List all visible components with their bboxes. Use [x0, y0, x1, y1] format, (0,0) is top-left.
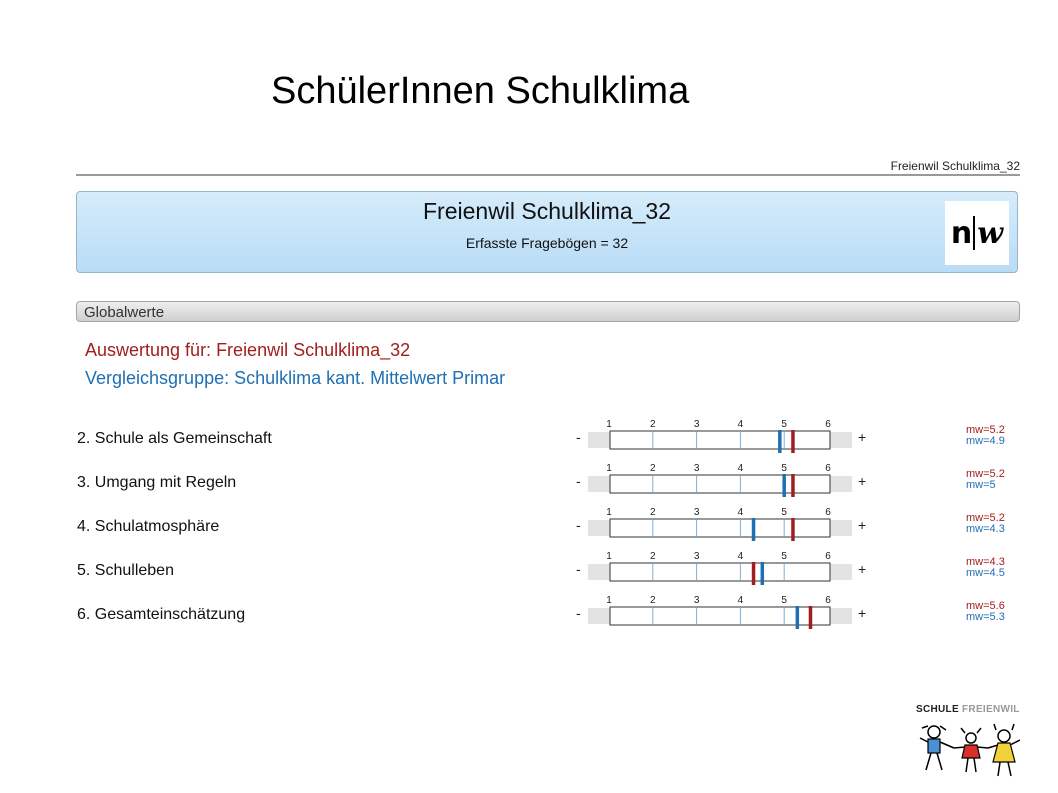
scale-bar	[610, 519, 830, 537]
tick-label: 1	[606, 463, 612, 474]
rating-row	[0, 504, 1058, 544]
section-label: Globalwerte	[84, 304, 165, 321]
tick-label: 1	[606, 507, 612, 518]
school-logo-label	[916, 704, 1020, 715]
tick-label: 5	[781, 419, 787, 430]
scale-track	[588, 608, 852, 624]
mean-own-label: mw=4.3	[966, 556, 1005, 568]
tick-label: 4	[737, 419, 744, 430]
mean-compare-label: mw=5.3	[966, 611, 1005, 623]
logo-divider	[973, 216, 975, 250]
tick-label: 3	[693, 419, 700, 430]
tick-label: 4	[737, 551, 744, 562]
legend-own: Auswertung für: Freienwil Schulklima_32	[85, 340, 411, 360]
legend-compare: Vergleichsgruppe: Schulklima kant. Mittelwert Primar	[85, 368, 506, 388]
scale-track	[588, 476, 852, 492]
tick-label: 4	[737, 507, 744, 518]
school-logo-part2: FREIENWIL	[962, 704, 1020, 715]
tick-label: 3	[693, 595, 700, 606]
tick-label: 5	[781, 595, 787, 606]
row-label: 4. Schulatmosphäre	[77, 518, 220, 535]
tick-label: 2	[650, 507, 656, 518]
tick-label: 1	[606, 419, 612, 430]
rating-scale	[570, 592, 855, 632]
scale-bar	[610, 431, 830, 449]
school-logo	[916, 704, 1026, 776]
scale-minus: -	[576, 517, 581, 533]
report-count: Erfasste Fragebögen = 32	[465, 235, 629, 251]
mean-own-label: mw=5.6	[966, 600, 1005, 612]
mean-own-label: mw=5.2	[966, 424, 1005, 436]
tick-label: 2	[650, 463, 656, 474]
children-figures-icon	[916, 718, 1026, 778]
page-header-line	[76, 174, 1020, 176]
logo-letter-n: n	[950, 215, 972, 251]
scale-track	[588, 520, 852, 536]
rating-row	[0, 592, 1058, 632]
mean-compare-label: mw=4.3	[966, 523, 1005, 535]
rating-scale	[570, 416, 855, 456]
tick-label: 3	[693, 507, 700, 518]
tick-label: 6	[825, 507, 831, 518]
page-header-label: Freienwil Schulklima_32	[890, 159, 1020, 173]
tick-label: 4	[737, 463, 744, 474]
school-logo-part1: SCHULE	[916, 704, 959, 715]
tick-label: 6	[825, 551, 831, 562]
rating-row	[0, 416, 1058, 456]
scale-bar	[610, 563, 830, 581]
scale-plus: +	[858, 473, 867, 489]
logo-letter-w: w	[977, 215, 1004, 251]
mean-compare-label: mw=4.5	[966, 567, 1005, 579]
fhnw-logo	[945, 201, 1009, 265]
tick-label: 2	[650, 551, 656, 562]
tick-label: 6	[825, 595, 831, 606]
scale-track	[588, 432, 852, 448]
tick-label: 6	[825, 463, 831, 474]
scale-minus: -	[576, 473, 581, 489]
scale-plus: +	[858, 429, 867, 445]
scale-bar	[610, 475, 830, 493]
scale-track	[588, 564, 852, 580]
rating-row	[0, 460, 1058, 500]
tick-label: 4	[737, 595, 744, 606]
rating-scale	[570, 460, 855, 500]
section-bar-globalwerte[interactable]	[76, 301, 1020, 322]
tick-label: 5	[781, 463, 787, 474]
report-header	[76, 191, 1018, 273]
tick-label: 5	[781, 507, 787, 518]
mean-compare-label: mw=4.9	[966, 435, 1005, 447]
tick-label: 1	[606, 551, 612, 562]
tick-label: 5	[781, 551, 787, 562]
mean-own-label: mw=5.2	[966, 468, 1005, 480]
scale-minus: -	[576, 561, 581, 577]
mean-own-label: mw=5.2	[966, 512, 1005, 524]
scale-bar	[610, 607, 830, 625]
mean-compare-label: mw=5	[966, 479, 996, 491]
tick-label: 1	[606, 595, 612, 606]
row-label: 6. Gesamteinschätzung	[77, 606, 246, 623]
scale-plus: +	[858, 605, 867, 621]
report-title: Freienwil Schulklima_32	[423, 198, 671, 224]
scale-minus: -	[576, 429, 581, 445]
row-label: 3. Umgang mit Regeln	[77, 474, 237, 491]
tick-label: 6	[825, 419, 831, 430]
tick-label: 2	[650, 595, 656, 606]
tick-label: 3	[693, 551, 700, 562]
scale-minus: -	[576, 605, 581, 621]
rating-row	[0, 548, 1058, 588]
row-label: 5. Schulleben	[77, 562, 174, 579]
row-label: 2. Schule als Gemeinschaft	[77, 430, 272, 447]
tick-label: 2	[650, 419, 656, 430]
rating-scale	[570, 504, 855, 544]
rating-scale	[570, 548, 855, 588]
scale-plus: +	[858, 561, 867, 577]
slide-title: SchülerInnen Schulklima	[271, 70, 690, 112]
tick-label: 3	[693, 463, 700, 474]
scale-plus: +	[858, 517, 867, 533]
